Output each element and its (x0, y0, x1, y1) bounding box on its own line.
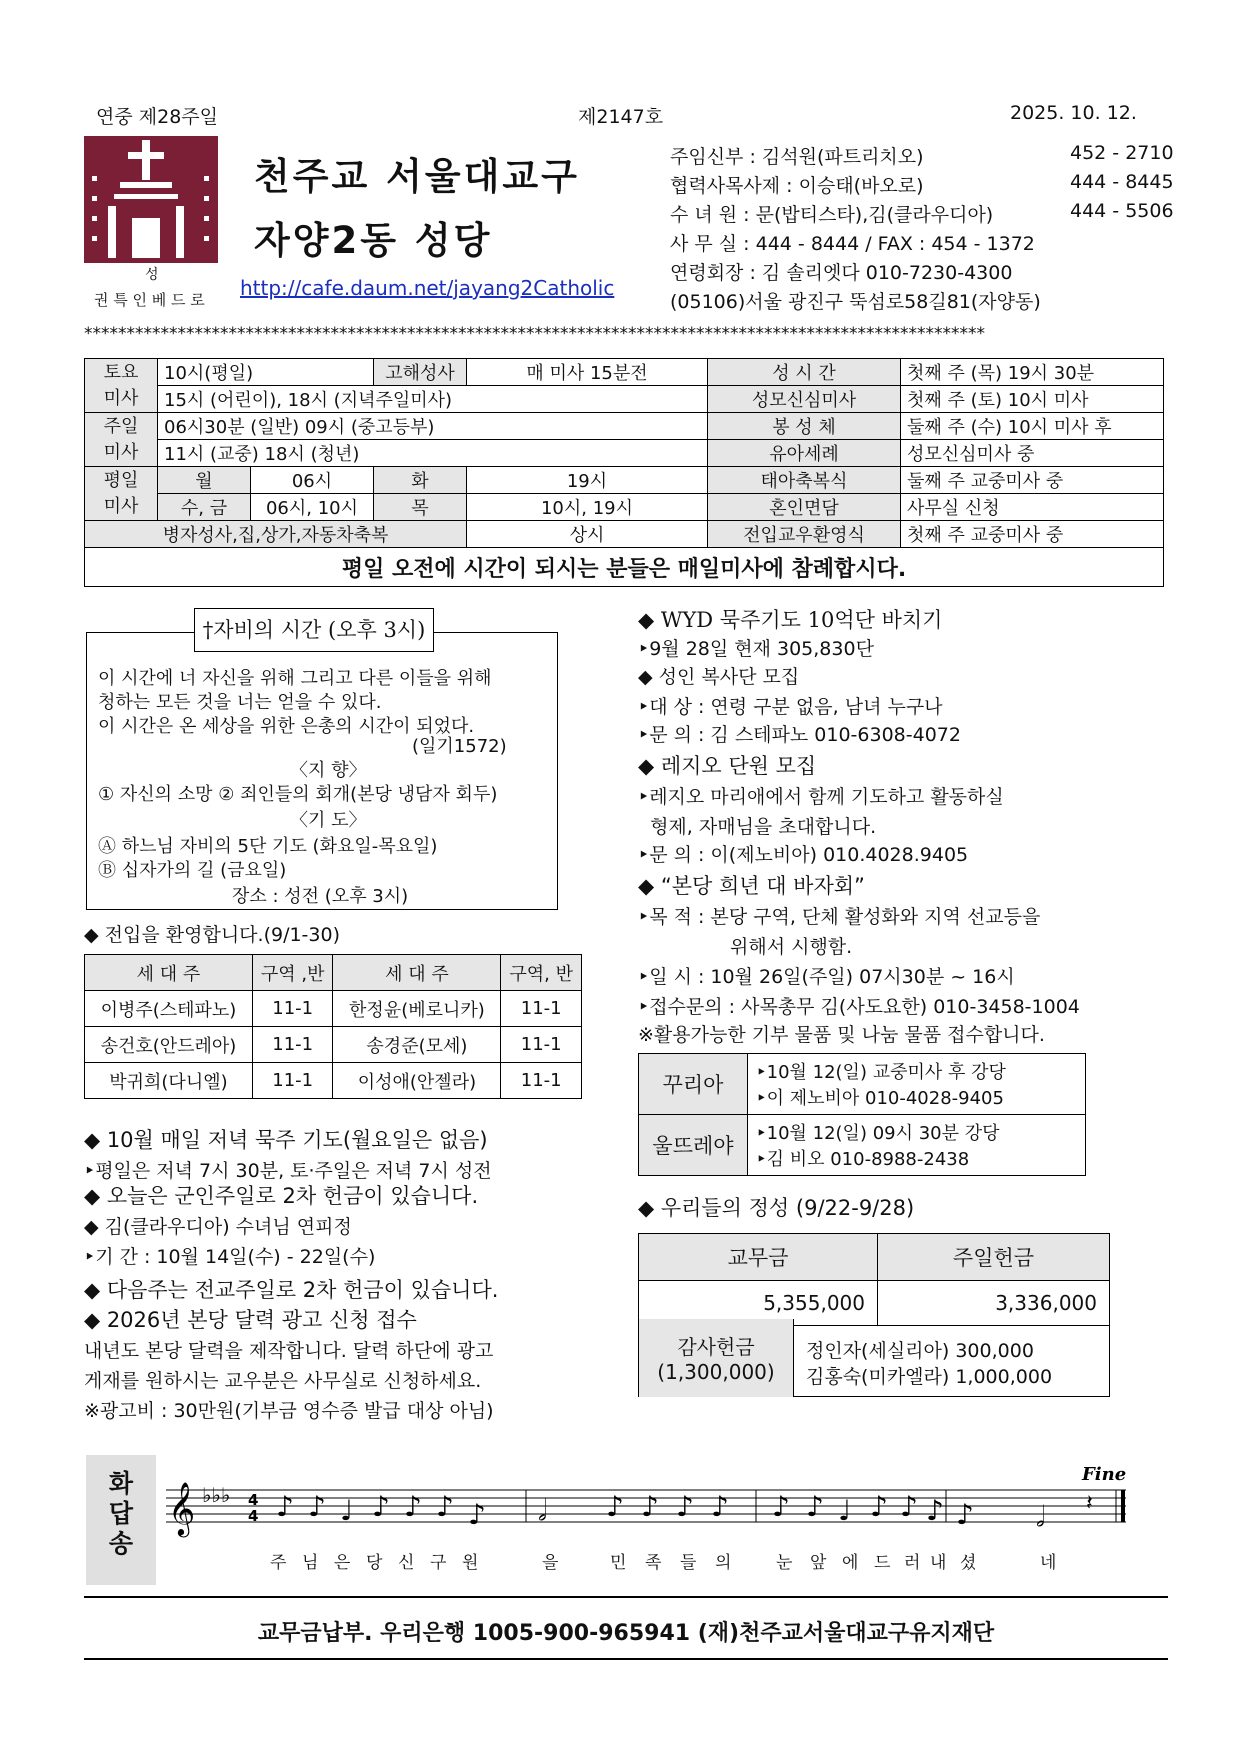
movein-cell: 11-1 (501, 1027, 582, 1063)
contact-assistant: 협력사목사제 : 이승태(바오로) (670, 175, 924, 197)
mercy-line3: 이 시간은 온 세상을 위한 은총의 시간이 되었다. (98, 716, 475, 737)
wedfri-label: 수, 금 (158, 494, 251, 521)
note-icon: ♩ (838, 1494, 852, 1527)
notice-legio-line1: ‣레지오 마리애에서 함께 기도하고 활동하실 (638, 786, 1004, 808)
logo-caption-top: 성 (145, 267, 159, 283)
footer-bottom-rule (84, 1658, 1168, 1660)
mercy-intents: ① 자신의 소망 ② 죄인들의 회개(본당 냉담자 회두) (98, 784, 498, 805)
unborn-blessing-label: 태아축복식 (708, 467, 901, 494)
note-icon: ♪ (641, 1490, 659, 1523)
curia-label: 꾸리아 (639, 1054, 748, 1115)
movein-cell: 이성애(안젤라) (333, 1063, 501, 1099)
contact-convent: 수 녀 원 : 문(밥티스타),김(클라우디아) (670, 204, 994, 226)
divider-stars: ********************************************************************************************************** (84, 324, 985, 344)
sun-mass-label: 주일 미사 (85, 413, 158, 467)
notice-bazaar-date: ‣일 시 : 10월 26일(주일) 07시30분 ~ 16시 (638, 966, 1015, 988)
movein-cell: 박귀희(다니엘) (85, 1063, 253, 1099)
footer-top-rule (84, 1596, 1168, 1598)
contact-pastor-phone: 452 - 2710 (1070, 142, 1174, 164)
movein-title: ◆ 전입을 환영합니다.(9/1-30) (84, 924, 340, 946)
infant-baptism-label: 유아세례 (708, 440, 901, 467)
marriage-value: 사무실 신청 (901, 494, 1164, 521)
movein-cell: 11-1 (252, 991, 333, 1027)
offering-value-sunday: 3,336,000 (878, 1281, 1110, 1326)
notice-legio: ◆ 레지오 단원 모집 (638, 754, 817, 778)
movein-header: 세 대 주 (85, 955, 253, 991)
contact-office: 사 무 실 : 444 - 8444 / FAX : 454 - 1372 (670, 233, 1035, 255)
ultreya-line1: ‣10월 12(일) 09시 30분 강당 (756, 1123, 1000, 1144)
contact-convent-phone: 444 - 5506 (1070, 200, 1174, 222)
lyric-syllable: 눈 (776, 1553, 793, 1573)
parish-title-line1: 천주교 서울대교구 (254, 155, 580, 198)
notice-wyd: ◆ WYD 묵주기도 10억단 바치기 (638, 608, 943, 632)
offering-title: ◆ 우리들의 정성 (9/22-9/28) (638, 1196, 915, 1220)
notice-bazaar-contact: ‣접수문의 : 사목총무 김(사도요한) 010-3458-1004 (638, 996, 1080, 1018)
wedfri-time: 06시, 10시 (251, 494, 374, 521)
issue-number: 제2147호 (578, 106, 664, 128)
note-icon: ♪ (276, 1490, 294, 1523)
tue-label: 화 (374, 467, 467, 494)
movein-cell: 11-1 (252, 1063, 333, 1099)
contact-address: (05106)서울 광진구 뚝섬로58길81(자양동) (670, 291, 1041, 313)
issue-date: 2025. 10. 12. (1010, 102, 1137, 124)
movein-cell: 11-1 (252, 1027, 333, 1063)
sick-blessing-label: 병자성사,집,상가,자동차축복 (85, 521, 467, 548)
mon-label: 월 (158, 467, 251, 494)
confession-label: 고해성사 (374, 359, 467, 386)
responsorial-label (86, 1455, 156, 1585)
table-row (639, 1115, 1086, 1176)
weekday-mass-label: 평일 미사 (85, 467, 158, 521)
ultreya-label: 울뜨레야 (639, 1115, 748, 1176)
movein-header: 구역, 반 (501, 955, 582, 991)
notice-legio-contact: ‣문 의 : 이(제노비아) 010.4028.9405 (638, 844, 969, 866)
notice-calendar-fee: ※광고비 : 30만원(기부금 영수증 발급 대상 아님) (84, 1400, 494, 1422)
note-icon: ♩ (340, 1494, 354, 1527)
note-icon: ♪ (926, 1494, 944, 1527)
footer-bank-info: 교무금납부. 우리은행 1005-900-965941 (재)천주교서울대교구유지재단 (257, 1621, 995, 1646)
lyric-syllable: 을 (542, 1553, 559, 1573)
parish-title-line2: 자양2동 성당 (254, 219, 493, 262)
notice-retreat-period: ‣기 간 : 10월 14일(수) - 22일(수) (84, 1246, 376, 1268)
time-sig-icon: 4 (248, 1491, 259, 1509)
lyric-syllable: 네 (1040, 1553, 1057, 1573)
note-icon: ♪ (372, 1490, 390, 1523)
confession-value: 매 미사 15분전 (467, 359, 708, 386)
mercy-hour-title: †자비의 시간 (오후 3시) (194, 608, 434, 652)
note-icon: ♪ (806, 1490, 824, 1523)
movein-header: 세 대 주 (333, 955, 501, 991)
offering-header-sunday: 주일헌금 (878, 1234, 1110, 1281)
notice-altar-contact: ‣문 의 : 김 스테파노 010-6308-4072 (638, 724, 961, 746)
movein-cell: 송건호(안드레아) (85, 1027, 253, 1063)
communion-value: 둘째 주 (수) 10시 미사 후 (901, 413, 1164, 440)
notice-altar-target: ‣대 상 : 연령 구분 없음, 남녀 누구나 (638, 696, 943, 718)
note-icon: ♪ (900, 1490, 918, 1523)
notice-bazaar-donation: ※활용가능한 기부 물품 및 나눔 물품 접수합니다. (638, 1024, 1045, 1046)
holy-hour-label: 성 시 간 (708, 359, 901, 386)
lyric-syllable: 앞 (810, 1553, 827, 1573)
notice-calendar-ad: ◆ 2026년 본당 달력 광고 신청 접수 (84, 1308, 417, 1332)
lyric-syllable: 구 (430, 1553, 447, 1573)
offering-value-dues: 5,355,000 (639, 1281, 878, 1326)
notice-calendar-line2: 게재를 원하시는 교우분은 사무실로 신청하세요. (84, 1370, 482, 1392)
lyric-syllable: 주 (270, 1553, 287, 1573)
lyric-syllable: 의 (715, 1553, 732, 1573)
communion-label: 봉 성 체 (708, 413, 901, 440)
heart-mass-value: 첫째 주 (토) 10시 미사 (901, 386, 1164, 413)
sat-mass-label: 토요 미사 (85, 359, 158, 413)
lyric-syllable: 신 (398, 1553, 415, 1573)
thu-time: 10시, 19시 (467, 494, 708, 521)
note-icon: ♪ (676, 1490, 694, 1523)
mercy-intent-head: 〈지 향〉 (290, 760, 367, 781)
note-icon: ♪ (468, 1498, 486, 1531)
notice-legio-line2: 형제, 자매님을 초대합니다. (638, 816, 877, 838)
notice-bazaar-purpose2: 위해서 시행함. (730, 936, 853, 958)
logo-caption-bottom: 권 특 인 베 드 로 (94, 291, 205, 309)
table-row (85, 1063, 582, 1099)
time-sig-icon: 4 (248, 1507, 259, 1525)
lyric-syllable: 러 (904, 1553, 921, 1573)
contact-assistant-phone: 444 - 8445 (1070, 171, 1174, 193)
mercy-line1: 이 시간에 너 자신을 위해 그리고 다른 이들을 위해 (98, 668, 492, 689)
lyric-syllable: 님 (302, 1553, 319, 1573)
flat-icon: ♭♭♭ (202, 1483, 231, 1507)
heart-mass-label: 성모신심미사 (708, 386, 901, 413)
responsorial-label-text: 화답송 (108, 1469, 134, 1558)
infant-baptism-value: 성모신심미사 중 (901, 440, 1164, 467)
lyric-syllable: 원 (462, 1553, 479, 1573)
tue-time: 19시 (467, 467, 708, 494)
lyric-syllable: 에 (842, 1553, 859, 1573)
sick-blessing-value: 상시 (467, 521, 708, 548)
movein-cell: 11-1 (501, 1063, 582, 1099)
parish-cafe-link[interactable]: http://cafe.daum.net/jayang2Catholic (240, 276, 615, 300)
lyric-syllable: 민 (610, 1553, 627, 1573)
notice-bazaar-purpose: ‣목 적 : 본당 구역, 단체 활성화와 지역 선교등을 (638, 906, 1041, 928)
lyric-syllable: 셨 (960, 1553, 977, 1573)
daily-mass-notice: 평일 오전에 시간이 되시는 분들은 매일미사에 참례합시다. (85, 548, 1164, 587)
note-icon: ♪ (772, 1490, 790, 1523)
mass-schedule-table (84, 358, 1164, 587)
contact-funeral: 연령회장 : 김 솔리엣다 010-7230-4300 (670, 262, 1013, 284)
mercy-prayer-a: Ⓐ 하느님 자비의 5단 기도 (화요일-목요일) (98, 836, 438, 857)
notice-military-sunday: ◆ 오늘은 군인주일로 2차 헌금이 있습니다. (84, 1184, 479, 1208)
notice-calendar-line1: 내년도 본당 달력을 제작합니다. 달력 하단에 광고 (84, 1340, 494, 1362)
curia-line1: ‣10월 12(일) 교중미사 후 강당 (756, 1062, 1006, 1083)
movein-cell: 한정윤(베로니카) (333, 991, 501, 1027)
notice-bazaar: ◆ “본당 희년 대 바자회” (638, 874, 865, 898)
note-icon: ♪ (956, 1498, 974, 1531)
table-row (85, 1027, 582, 1063)
note-icon: ♪ (308, 1490, 326, 1523)
welcome-label: 전입교우환영식 (708, 521, 901, 548)
thu-label: 목 (374, 494, 467, 521)
movein-cell: 이병주(스테파노) (85, 991, 253, 1027)
mercy-line4: (일기1572) (412, 736, 507, 757)
legio-meetings-table (638, 1053, 1086, 1176)
lyric-syllable: 내 (930, 1553, 947, 1573)
lyric-syllable: 들 (680, 1553, 697, 1573)
sat-row2: 15시 (어린이), 18시 (지녁주일미사) (158, 386, 708, 413)
thanks-offering-label-box (638, 1319, 794, 1397)
mon-time: 06시 (251, 467, 374, 494)
movein-cell: 11-1 (501, 991, 582, 1027)
lyric-syllable: 당 (366, 1553, 383, 1573)
table-row (85, 991, 582, 1027)
fine-mark: Fine (1082, 1464, 1127, 1485)
welcome-value: 첫째 주 교중미사 중 (901, 521, 1164, 548)
note-icon: 𝅗𝅥 (1036, 1500, 1045, 1533)
notice-rosary-detail: ‣평일은 저녁 7시 30분, 토·주일은 저녁 7시 성전 (84, 1160, 492, 1182)
lyric-syllable: 족 (645, 1553, 662, 1573)
lyric-syllable: 은 (334, 1553, 351, 1573)
season-label: 연중 제28주일 (96, 106, 218, 128)
rest-icon: 𝄽 (1086, 1491, 1093, 1516)
mercy-prayer-head: 〈기 도〉 (290, 810, 367, 831)
notice-wyd-count: ‣9월 28일 현재 305,830단 (638, 638, 874, 660)
movein-table (84, 954, 582, 1099)
unborn-blessing-value: 둘째 주 교중미사 중 (901, 467, 1164, 494)
notice-rosary: ◆ 10월 매일 저녁 묵주 기도(월요일은 없음) (84, 1128, 488, 1152)
holy-hour-value: 첫째 주 (목) 19시 30분 (901, 359, 1164, 386)
ultreya-line2: ‣김 비오 010-8988-2438 (756, 1149, 970, 1170)
mercy-line2: 청하는 모든 것을 너는 얻을 수 있다. (98, 692, 382, 713)
thanks-donor2: 김홍숙(미카엘라) 1,000,000 (806, 1366, 1053, 1388)
mercy-place: 장소 : 성전 (오후 3시) (232, 886, 409, 907)
note-icon: ♪ (606, 1490, 624, 1523)
note-icon: ♪ (711, 1490, 729, 1523)
note-icon: ♪ (870, 1490, 888, 1523)
offering-header-dues: 교무금 (639, 1234, 878, 1281)
note-icon: ♪ (436, 1490, 454, 1523)
sun-row2: 11시 (교중) 18시 (청년) (158, 440, 708, 467)
table-row (639, 1054, 1086, 1115)
marriage-label: 혼인면담 (708, 494, 901, 521)
mercy-prayer-b: Ⓑ 십자가의 길 (금요일) (98, 860, 287, 881)
curia-line2: ‣이 제노비아 010-4028-9405 (756, 1088, 1004, 1109)
offering-table (638, 1233, 1110, 1326)
sat-row1: 10시(평일) (158, 359, 374, 386)
movein-header: 구역 ,반 (252, 955, 333, 991)
movein-cell: 송경준(모세) (333, 1027, 501, 1063)
note-icon: ♪ (404, 1490, 422, 1523)
notice-altar-server: ◆ 성인 복사단 모집 (638, 666, 800, 688)
thanks-offering-label: 감사헌금 (677, 1335, 755, 1359)
lyric-syllable: 드 (874, 1553, 891, 1573)
notice-retreat: ◆ 김(클라우디아) 수녀님 연피정 (84, 1216, 352, 1238)
contact-pastor: 주임신부 : 김석원(파트리치오) (670, 146, 924, 168)
music-lyrics (270, 1548, 1130, 1576)
church-logo (84, 136, 218, 263)
treble-clef-icon: 𝄞 (168, 1481, 196, 1535)
notice-mission-sunday: ◆ 다음주는 전교주일로 2차 헌금이 있습니다. (84, 1278, 499, 1302)
sun-row1: 06시30분 (일반) 09시 (중고등부) (158, 413, 708, 440)
thanks-donor1: 정인자(세실리아) 300,000 (806, 1340, 1034, 1362)
thanks-offering-total: (1,300,000) (657, 1360, 775, 1384)
note-icon: 𝅗𝅥 (538, 1494, 547, 1527)
